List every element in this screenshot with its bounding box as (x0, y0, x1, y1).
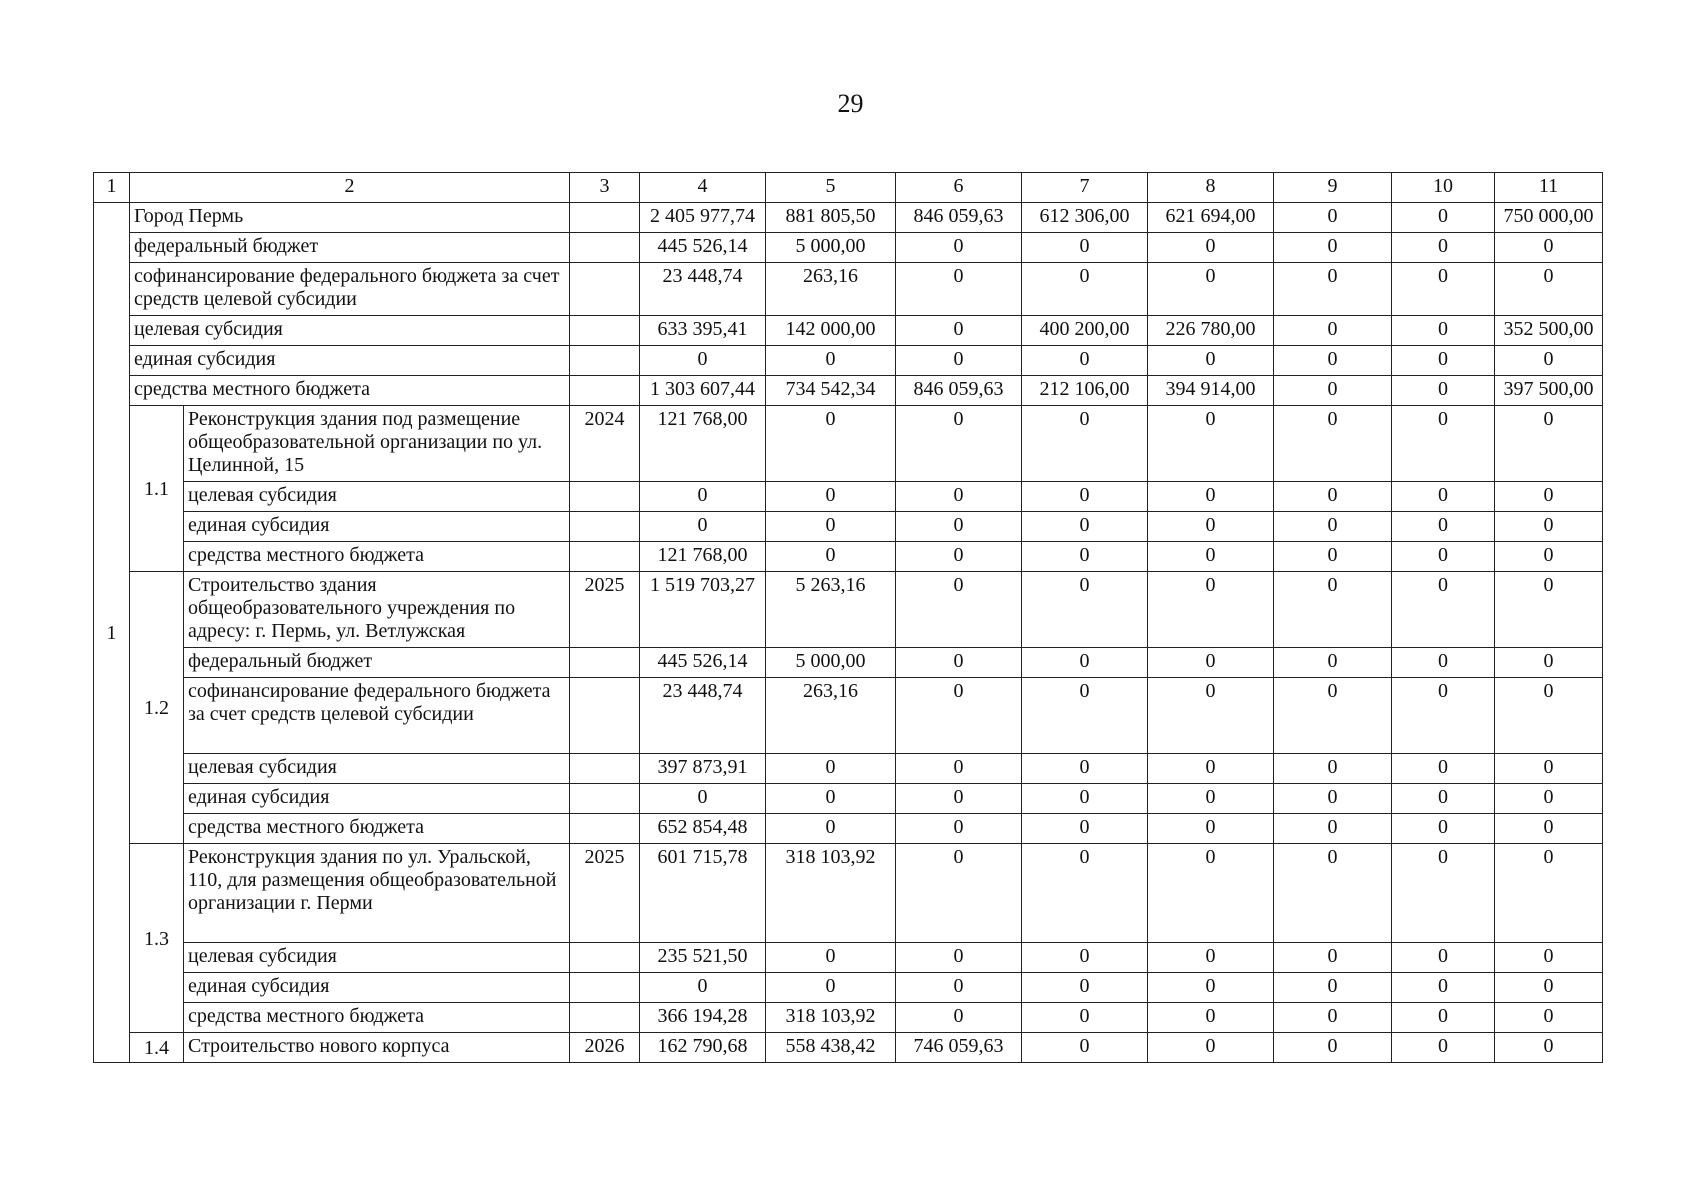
row-value: 0 (1495, 482, 1603, 512)
row-value: 0 (1392, 814, 1495, 844)
row-value: 397 500,00 (1495, 376, 1603, 406)
row-label: софинансирование федерального бюджета за счет средств целевой субсидии (184, 678, 570, 754)
row-value: 0 (1022, 542, 1148, 572)
table-row (94, 233, 1603, 263)
row-year (570, 678, 640, 754)
row-year (570, 376, 640, 406)
row-value: 0 (1148, 754, 1274, 784)
row-value: 0 (896, 406, 1022, 482)
row-value: 0 (1022, 346, 1148, 376)
row-value: 0 (1148, 406, 1274, 482)
row-label: целевая субсидия (184, 754, 570, 784)
row-value: 0 (1148, 1003, 1274, 1033)
header-cell: 7 (1022, 173, 1148, 203)
row-value: 0 (766, 346, 896, 376)
row-value: 0 (1022, 784, 1148, 814)
row-year (570, 754, 640, 784)
row-value: 0 (1274, 542, 1392, 572)
row-value: 0 (1274, 512, 1392, 542)
row-value: 0 (1148, 233, 1274, 263)
row-year (570, 233, 640, 263)
row-label: софинансирование федерального бюджета за счет средств целевой субсидии (130, 263, 570, 316)
row-value: 0 (896, 512, 1022, 542)
row-value: 263,16 (766, 263, 896, 316)
row-value: 0 (1392, 203, 1495, 233)
row-value: 0 (1274, 572, 1392, 648)
row-label: целевая субсидия (130, 316, 570, 346)
row-value: 0 (896, 754, 1022, 784)
row-value: 0 (1148, 263, 1274, 316)
header-cell: 3 (570, 173, 640, 203)
row-value: 0 (1022, 233, 1148, 263)
row-value: 0 (896, 346, 1022, 376)
row-year (570, 1003, 640, 1033)
row-value: 0 (766, 406, 896, 482)
row-value: 0 (1392, 263, 1495, 316)
row-value: 0 (1495, 784, 1603, 814)
row-year (570, 346, 640, 376)
row-value: 0 (1392, 512, 1495, 542)
row-label: средства местного бюджета (184, 814, 570, 844)
row-value: 0 (1148, 814, 1274, 844)
row-value: 558 438,42 (766, 1033, 896, 1063)
row-value: 318 103,92 (766, 1003, 896, 1033)
header-cell: 1 (94, 173, 130, 203)
table-row (94, 572, 1603, 648)
row-value: 0 (1274, 406, 1392, 482)
row-label: Реконструкция здания под размещение общеобразовательной организации по ул. Целинной, 15 (184, 406, 570, 482)
row-value: 5 263,16 (766, 572, 896, 648)
row-label: средства местного бюджета (184, 542, 570, 572)
row-value: 0 (1022, 512, 1148, 542)
row-value: 212 106,00 (1022, 376, 1148, 406)
row-value: 0 (1392, 784, 1495, 814)
row-value: 0 (1148, 482, 1274, 512)
row-value: 0 (1495, 1033, 1603, 1063)
table-row (94, 203, 1603, 233)
group-code: 1.3 (130, 844, 184, 1033)
row-value: 445 526,14 (640, 233, 766, 263)
row-value: 23 448,74 (640, 678, 766, 754)
row-value: 397 873,91 (640, 754, 766, 784)
row-value: 394 914,00 (1148, 376, 1274, 406)
row-label: Строительство здания общеобразовательного учреждения по адресу: г. Пермь, ул. Ветлужская (184, 572, 570, 648)
table-row (94, 1003, 1603, 1033)
row-value: 0 (1392, 316, 1495, 346)
row-year (570, 482, 640, 512)
row-year: 2025 (570, 572, 640, 648)
row-value: 0 (896, 678, 1022, 754)
row-year (570, 784, 640, 814)
row-label: Строительство нового корпуса (184, 1033, 570, 1063)
row-value: 2 405 977,74 (640, 203, 766, 233)
row-value: 0 (1274, 648, 1392, 678)
row-value: 0 (1495, 542, 1603, 572)
row-value: 0 (896, 814, 1022, 844)
row-year (570, 814, 640, 844)
row-value: 0 (766, 973, 896, 1003)
row-value: 352 500,00 (1495, 316, 1603, 346)
table-row (94, 648, 1603, 678)
header-cell: 10 (1392, 173, 1495, 203)
table-row (94, 943, 1603, 973)
row-value: 0 (896, 316, 1022, 346)
row-value: 0 (1022, 406, 1148, 482)
row-year (570, 943, 640, 973)
row-value: 0 (640, 346, 766, 376)
row-value: 0 (1274, 1003, 1392, 1033)
row-value: 0 (1495, 678, 1603, 754)
row-value: 881 805,50 (766, 203, 896, 233)
table-row (94, 376, 1603, 406)
row-value: 750 000,00 (1495, 203, 1603, 233)
table-row (94, 406, 1603, 482)
row-value: 0 (766, 512, 896, 542)
row-year (570, 542, 640, 572)
row-value: 0 (1392, 346, 1495, 376)
row-value: 0 (1274, 678, 1392, 754)
table-row (94, 784, 1603, 814)
table-header-row (94, 173, 1603, 203)
row-value: 0 (1392, 376, 1495, 406)
header-cell: 4 (640, 173, 766, 203)
table-row (94, 263, 1603, 316)
row-value: 0 (1274, 814, 1392, 844)
row-value: 0 (640, 973, 766, 1003)
row-year (570, 512, 640, 542)
row-label: федеральный бюджет (184, 648, 570, 678)
row-label: средства местного бюджета (184, 1003, 570, 1033)
row-value: 0 (1495, 943, 1603, 973)
row-value: 0 (766, 943, 896, 973)
row-value: 0 (1022, 678, 1148, 754)
row-value: 0 (1148, 542, 1274, 572)
table-row (94, 512, 1603, 542)
row-value: 0 (1274, 754, 1392, 784)
table-row (94, 1033, 1603, 1063)
row-label: Реконструкция здания по ул. Уральской, 110, для размещения общеобразовательной организации г. Перми (184, 844, 570, 943)
row-value: 633 395,41 (640, 316, 766, 346)
row-code: 1 (94, 203, 130, 1063)
row-value: 0 (1274, 844, 1392, 943)
row-value: 0 (1392, 943, 1495, 973)
row-value: 0 (896, 542, 1022, 572)
row-value: 0 (896, 973, 1022, 1003)
row-value: 0 (1274, 376, 1392, 406)
row-label: целевая субсидия (184, 943, 570, 973)
row-value: 0 (1495, 1003, 1603, 1033)
row-value: 601 715,78 (640, 844, 766, 943)
row-value: 0 (766, 784, 896, 814)
table-row (94, 678, 1603, 754)
row-value: 0 (1148, 943, 1274, 973)
row-value: 652 854,48 (640, 814, 766, 844)
row-value: 0 (896, 482, 1022, 512)
row-value: 0 (1495, 233, 1603, 263)
group-code: 1.1 (130, 406, 184, 572)
row-value: 0 (1022, 1003, 1148, 1033)
row-label: средства местного бюджета (130, 376, 570, 406)
row-year (570, 263, 640, 316)
row-value: 0 (1022, 814, 1148, 844)
row-value: 0 (1148, 572, 1274, 648)
row-value: 0 (1148, 1033, 1274, 1063)
row-label: федеральный бюджет (130, 233, 570, 263)
row-value: 0 (1392, 1003, 1495, 1033)
row-value: 0 (1392, 678, 1495, 754)
row-value: 121 768,00 (640, 406, 766, 482)
row-value: 0 (1392, 233, 1495, 263)
table-row (94, 346, 1603, 376)
row-value: 621 694,00 (1148, 203, 1274, 233)
header-cell: 11 (1495, 173, 1603, 203)
row-value: 0 (896, 233, 1022, 263)
table-row (94, 482, 1603, 512)
group-code: 1.4 (130, 1033, 184, 1063)
header-cell: 9 (1274, 173, 1392, 203)
row-value: 0 (1148, 346, 1274, 376)
row-value: 0 (1392, 754, 1495, 784)
row-value: 0 (1274, 784, 1392, 814)
row-value: 0 (1392, 542, 1495, 572)
row-value: 0 (1148, 648, 1274, 678)
row-value: 0 (896, 263, 1022, 316)
row-value: 0 (1274, 1033, 1392, 1063)
row-value: 400 200,00 (1022, 316, 1148, 346)
row-value: 0 (1022, 844, 1148, 943)
row-value: 0 (1274, 346, 1392, 376)
header-cell: 2 (130, 173, 570, 203)
row-value: 0 (1392, 973, 1495, 1003)
row-value: 5 000,00 (766, 648, 896, 678)
table-row (94, 754, 1603, 784)
row-label: единая субсидия (184, 512, 570, 542)
row-value: 746 059,63 (896, 1033, 1022, 1063)
row-value: 0 (640, 482, 766, 512)
header-cell: 6 (896, 173, 1022, 203)
row-value: 0 (640, 512, 766, 542)
row-value: 0 (640, 784, 766, 814)
row-value: 0 (1392, 482, 1495, 512)
row-value: 0 (1274, 973, 1392, 1003)
row-value: 0 (1022, 1033, 1148, 1063)
row-value: 0 (1022, 572, 1148, 648)
row-year (570, 648, 640, 678)
header-cell: 5 (766, 173, 896, 203)
row-value: 0 (1495, 512, 1603, 542)
row-value: 0 (1148, 844, 1274, 943)
row-value: 846 059,63 (896, 203, 1022, 233)
row-value: 366 194,28 (640, 1003, 766, 1033)
row-value: 121 768,00 (640, 542, 766, 572)
row-value: 0 (1274, 203, 1392, 233)
row-value: 0 (1148, 973, 1274, 1003)
row-year (570, 973, 640, 1003)
row-value: 0 (1495, 572, 1603, 648)
row-year: 2026 (570, 1033, 640, 1063)
row-value: 445 526,14 (640, 648, 766, 678)
row-value: 0 (1392, 572, 1495, 648)
table-row (94, 542, 1603, 572)
row-label: единая субсидия (184, 973, 570, 1003)
row-value: 0 (1274, 482, 1392, 512)
row-value: 0 (896, 648, 1022, 678)
row-value: 0 (1495, 844, 1603, 943)
row-value: 1 303 607,44 (640, 376, 766, 406)
row-value: 0 (1022, 263, 1148, 316)
row-value: 0 (766, 542, 896, 572)
row-year (570, 203, 640, 233)
row-label: единая субсидия (184, 784, 570, 814)
row-value: 846 059,63 (896, 376, 1022, 406)
row-value: 0 (896, 784, 1022, 814)
row-value: 0 (766, 754, 896, 784)
row-value: 0 (766, 482, 896, 512)
page-number: 29 (837, 89, 864, 118)
row-value: 0 (896, 572, 1022, 648)
row-value: 0 (1274, 233, 1392, 263)
row-value: 734 542,34 (766, 376, 896, 406)
row-value: 612 306,00 (1022, 203, 1148, 233)
row-value: 0 (1392, 844, 1495, 943)
row-value: 0 (1495, 814, 1603, 844)
table-row (94, 973, 1603, 1003)
row-value: 23 448,74 (640, 263, 766, 316)
table-row (94, 814, 1603, 844)
row-value: 0 (1495, 648, 1603, 678)
row-value: 0 (1022, 754, 1148, 784)
row-value: 0 (1495, 346, 1603, 376)
row-value: 263,16 (766, 678, 896, 754)
row-year: 2024 (570, 406, 640, 482)
group-code: 1.2 (130, 572, 184, 844)
row-year: 2025 (570, 844, 640, 943)
row-value: 142 000,00 (766, 316, 896, 346)
row-value: 0 (1148, 784, 1274, 814)
header-cell: 8 (1148, 173, 1274, 203)
row-value: 0 (1148, 512, 1274, 542)
row-value: 0 (1274, 943, 1392, 973)
row-year (570, 316, 640, 346)
row-value: 0 (1495, 406, 1603, 482)
row-label: целевая субсидия (184, 482, 570, 512)
row-label: единая субсидия (130, 346, 570, 376)
table-row (94, 844, 1603, 943)
row-value: 0 (896, 1003, 1022, 1033)
row-value: 318 103,92 (766, 844, 896, 943)
row-value: 162 790,68 (640, 1033, 766, 1063)
row-value: 1 519 703,27 (640, 572, 766, 648)
row-label: Город Пермь (130, 203, 570, 233)
budget-table (93, 172, 1603, 1063)
row-value: 0 (1392, 406, 1495, 482)
row-value: 0 (1495, 754, 1603, 784)
table-row (94, 316, 1603, 346)
row-value: 235 521,50 (640, 943, 766, 973)
row-value: 226 780,00 (1148, 316, 1274, 346)
row-value: 0 (1022, 973, 1148, 1003)
row-value: 0 (766, 814, 896, 844)
row-value: 0 (896, 943, 1022, 973)
row-value: 0 (1392, 648, 1495, 678)
row-value: 0 (1274, 263, 1392, 316)
row-value: 0 (1148, 678, 1274, 754)
row-value: 0 (896, 844, 1022, 943)
row-value: 5 000,00 (766, 233, 896, 263)
row-value: 0 (1392, 1033, 1495, 1063)
row-value: 0 (1022, 648, 1148, 678)
row-value: 0 (1022, 482, 1148, 512)
row-value: 0 (1495, 973, 1603, 1003)
row-value: 0 (1495, 263, 1603, 316)
row-value: 0 (1022, 943, 1148, 973)
row-value: 0 (1274, 316, 1392, 346)
